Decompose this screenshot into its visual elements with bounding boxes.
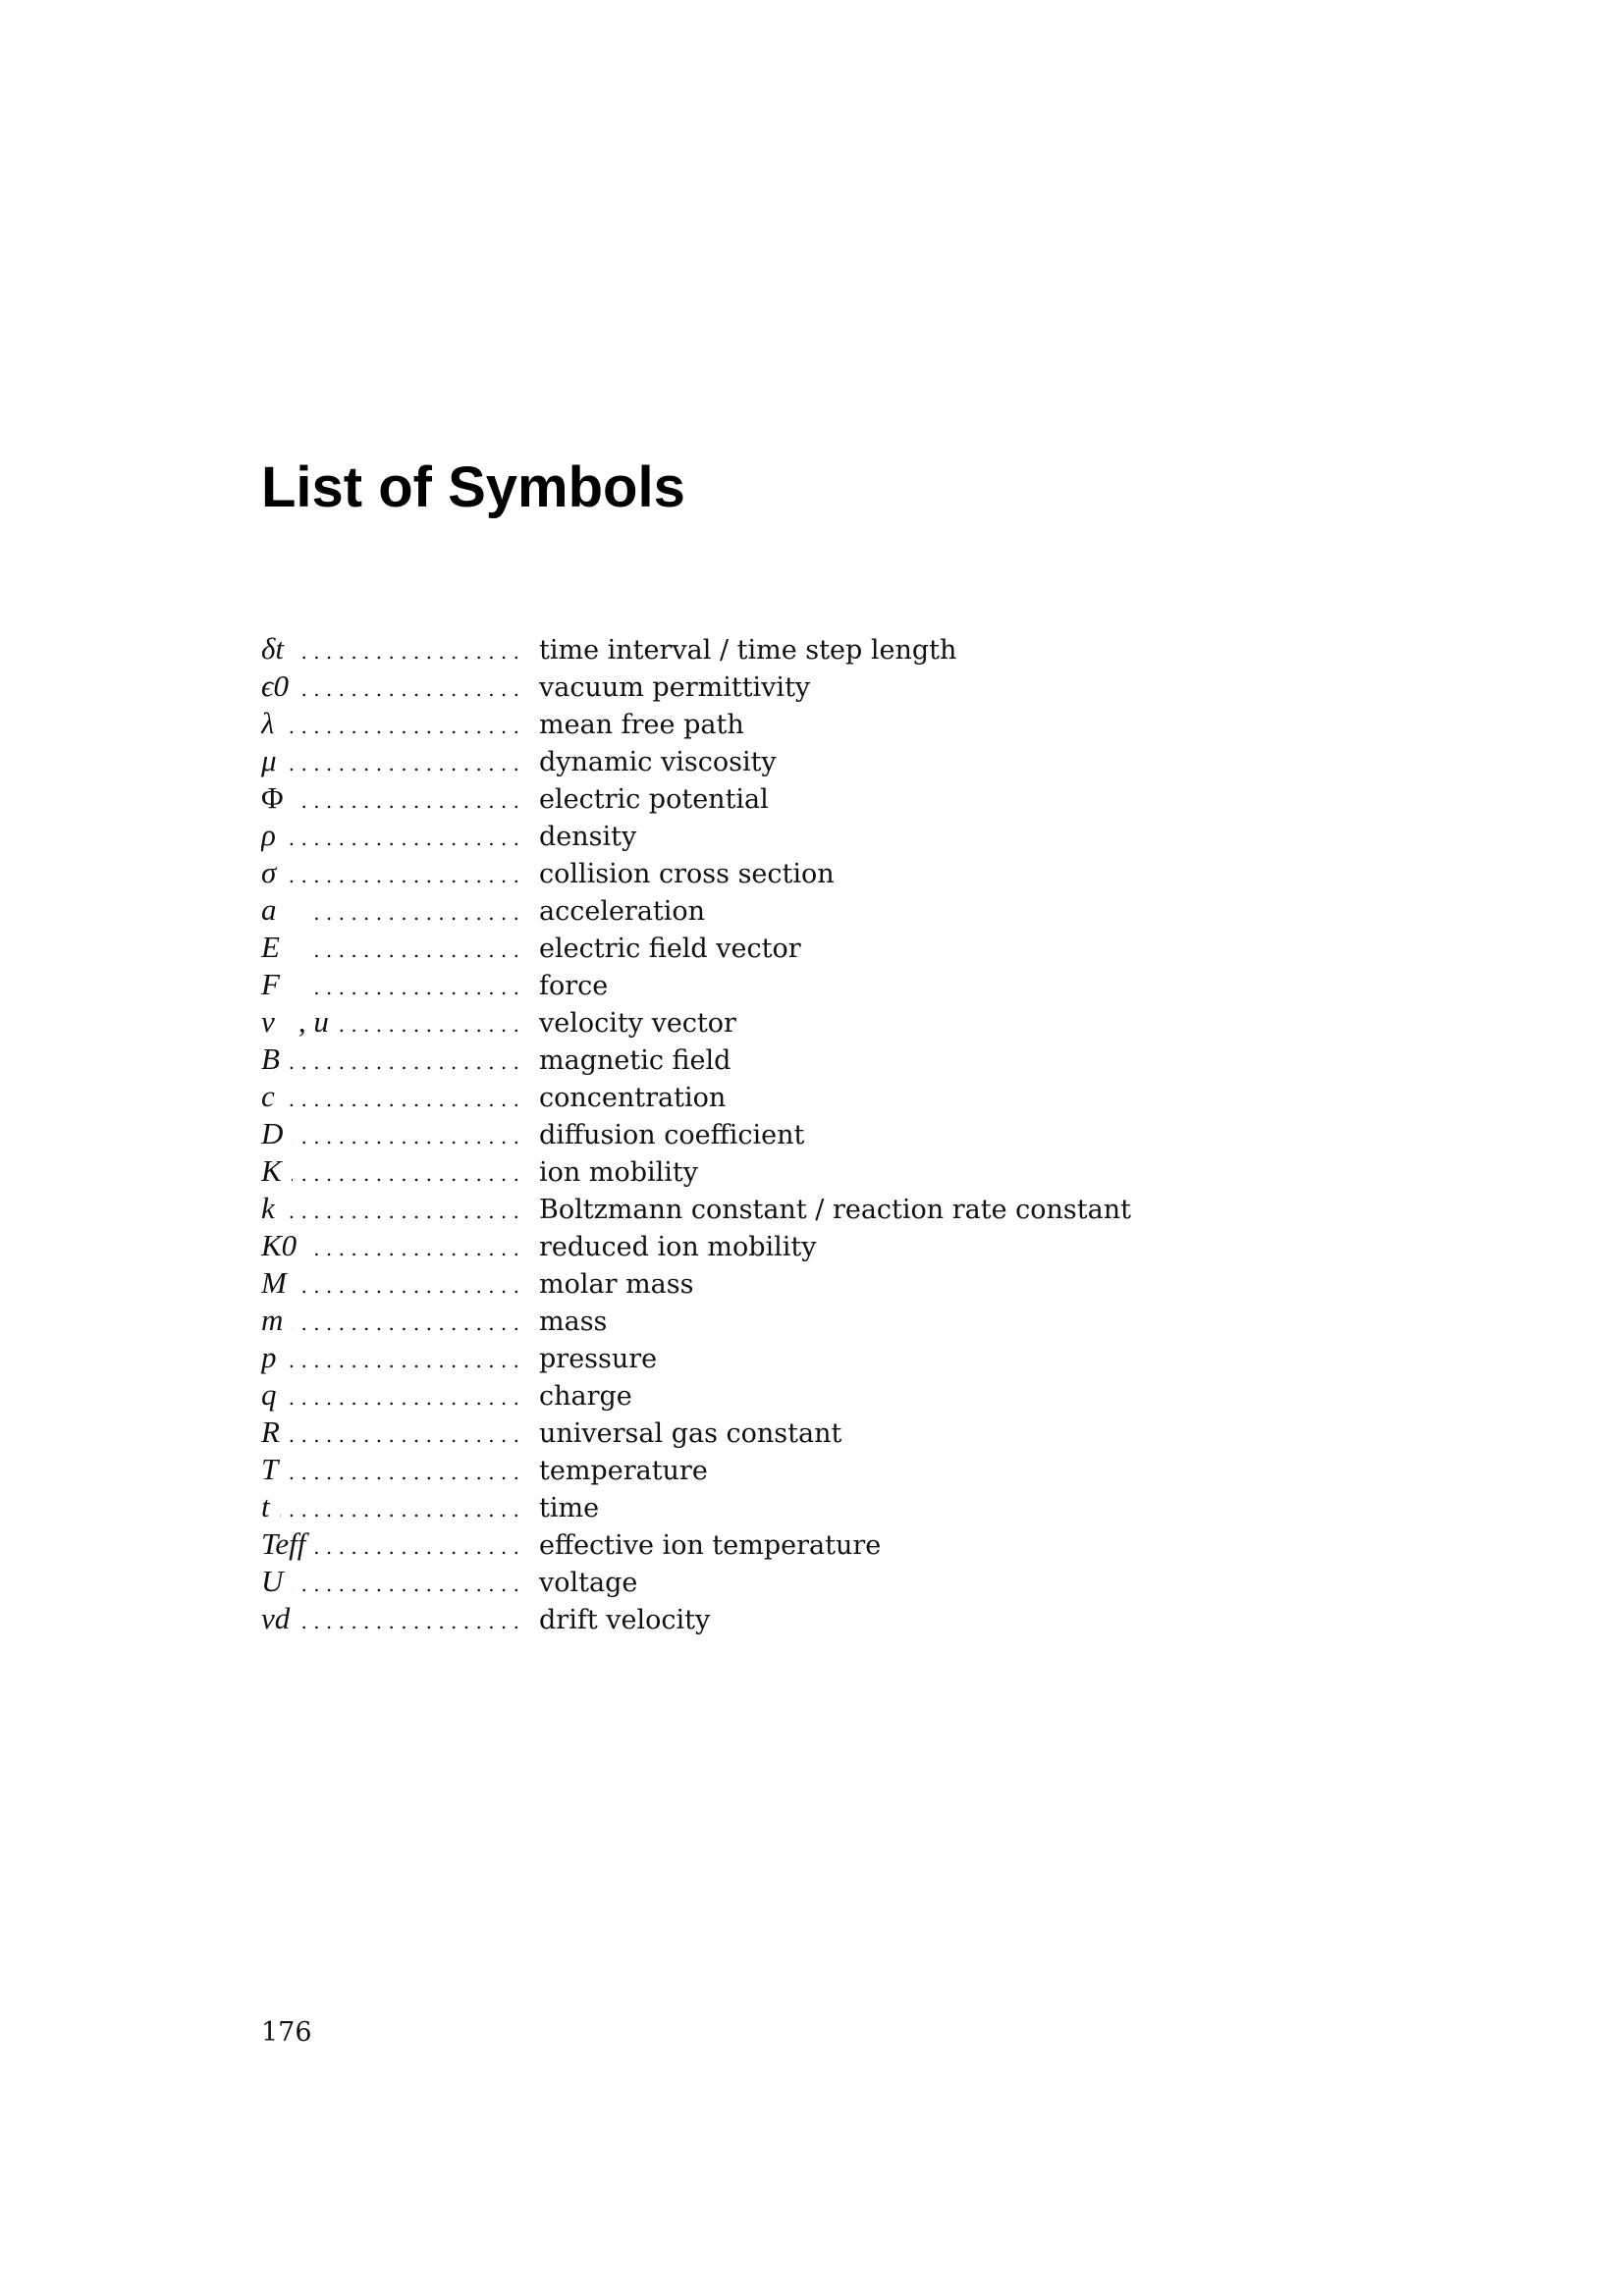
symbol: k <box>261 1191 275 1225</box>
dot-leader <box>287 745 519 782</box>
dot-leader <box>288 1454 519 1491</box>
symbol: δt <box>261 631 285 666</box>
symbol-description: acceleration <box>539 896 706 927</box>
symbol-row-k-upper <box>261 1152 1390 1190</box>
symbol-description: velocity vector <box>539 1008 736 1039</box>
symbol: a⃗ <box>261 892 300 927</box>
dot-leader <box>285 1193 519 1230</box>
dot-leader <box>313 969 519 1006</box>
symbol: q <box>261 1377 277 1412</box>
dot-leader <box>294 633 519 670</box>
page-number: 176 <box>261 2017 312 2048</box>
symbol: F⃗ <box>261 967 304 1001</box>
symbol: E⃗ <box>261 930 304 964</box>
dot-leader <box>315 1528 519 1566</box>
dot-leader <box>290 1043 519 1081</box>
symbol-description: voltage <box>539 1568 638 1598</box>
symbol: T <box>261 1452 279 1486</box>
symbol-description: temperature <box>539 1456 708 1486</box>
symbol-row-p <box>261 1339 1390 1376</box>
dot-leader <box>339 1006 519 1043</box>
symbol-description: time interval / time step length <box>539 635 957 666</box>
dot-leader <box>313 932 519 969</box>
symbol-row-q <box>261 1376 1390 1414</box>
dot-leader <box>285 1081 519 1118</box>
symbol-description: magnetic field <box>539 1045 731 1076</box>
symbol: t <box>261 1489 270 1523</box>
symbol-description: charge <box>539 1381 632 1412</box>
symbol-row-d <box>261 1115 1390 1152</box>
symbol: M <box>261 1265 287 1300</box>
dot-leader <box>286 820 519 857</box>
dot-leader <box>284 708 519 745</box>
symbol-description: effective ion temperature <box>539 1530 882 1561</box>
symbol: ρ <box>261 818 276 852</box>
symbol-row-t-lower <box>261 1488 1390 1525</box>
symbol-row-lambda <box>261 705 1390 742</box>
symbol-description: pressure <box>539 1344 658 1374</box>
symbol-row-k-lower <box>261 1190 1390 1227</box>
symbol-row-v-vector <box>261 1003 1390 1041</box>
symbol-description: force <box>539 971 609 1001</box>
symbol-row-t-eff <box>261 1525 1390 1563</box>
symbol-row-a-vector <box>261 891 1390 929</box>
symbol-row-phi <box>261 779 1390 817</box>
symbol: Φ <box>261 780 284 815</box>
dot-leader <box>310 894 519 932</box>
page-title: List of Symbols <box>261 455 685 519</box>
symbol-row-epsilon-0 <box>261 667 1390 705</box>
symbol-row-m-lower <box>261 1302 1390 1339</box>
symbol-row-c <box>261 1078 1390 1115</box>
symbol: K <box>261 1153 282 1188</box>
dot-leader <box>287 1379 520 1416</box>
symbol: σ <box>261 855 277 889</box>
symbol: m <box>261 1303 284 1337</box>
dot-leader <box>293 1566 519 1603</box>
symbol-description: molar mass <box>539 1269 694 1300</box>
symbol-description: dynamic viscosity <box>539 747 777 777</box>
symbol: ϵ0 <box>261 668 289 703</box>
symbol: vd <box>261 1601 291 1635</box>
symbol: μ <box>261 743 277 777</box>
symbol-description: vacuum permittivity <box>539 672 811 703</box>
symbol: K0 <box>261 1228 298 1262</box>
symbol-description: drift velocity <box>539 1605 711 1635</box>
symbol: D <box>261 1116 284 1150</box>
symbol-description: reduced ion mobility <box>539 1232 817 1262</box>
symbol: v⃗, u <box>261 1004 329 1039</box>
symbol-row-sigma <box>261 854 1390 891</box>
dot-leader <box>294 782 519 820</box>
dot-leader <box>287 1342 520 1379</box>
symbol: B <box>261 1041 280 1076</box>
symbol-row-m-upper <box>261 1264 1390 1302</box>
symbol-description: concentration <box>539 1083 727 1113</box>
symbol-description: ion mobility <box>539 1157 699 1188</box>
symbol-row-mu <box>261 742 1390 779</box>
symbol-description: diffusion coefficient <box>539 1120 805 1150</box>
symbol-description: density <box>539 822 637 852</box>
dot-leader <box>286 857 519 894</box>
symbol: U <box>261 1564 284 1598</box>
symbol-description: mass <box>539 1307 608 1337</box>
dot-leader <box>293 1118 519 1155</box>
symbol: c <box>261 1079 275 1113</box>
symbol-description: collision cross section <box>539 859 835 889</box>
symbol-row-v-d <box>261 1600 1390 1637</box>
dot-leader <box>297 1267 519 1305</box>
dot-leader <box>280 1491 519 1528</box>
dot-leader <box>293 1305 519 1342</box>
dot-leader <box>292 1155 519 1193</box>
symbol: p <box>261 1340 277 1374</box>
symbol: R <box>261 1415 280 1449</box>
symbol-row-e-vector <box>261 929 1390 966</box>
symbol-description: electric potential <box>539 784 769 815</box>
symbol-row-f-vector <box>261 966 1390 1003</box>
symbol-row-t-upper <box>261 1451 1390 1488</box>
dot-leader <box>306 1230 519 1267</box>
symbol-description: universal gas constant <box>539 1418 842 1449</box>
symbol-description: Boltzmann constant / reaction rate constant <box>539 1195 1131 1225</box>
symbol-description: electric field vector <box>539 934 801 964</box>
symbol-list <box>261 630 1390 1637</box>
symbol-row-b <box>261 1041 1390 1078</box>
dot-leader <box>299 1603 519 1640</box>
symbol-row-rho <box>261 817 1390 854</box>
symbol-description: time <box>539 1493 600 1523</box>
symbol-row-k0 <box>261 1227 1390 1264</box>
dot-leader <box>290 1416 519 1454</box>
dot-leader <box>298 670 519 708</box>
symbol: λ <box>261 706 275 740</box>
symbol-row-delta-t <box>261 630 1390 667</box>
symbol-row-u <box>261 1563 1390 1600</box>
symbol-description: mean free path <box>539 710 744 740</box>
symbol-row-r <box>261 1414 1390 1451</box>
symbol: Teff <box>261 1526 306 1561</box>
